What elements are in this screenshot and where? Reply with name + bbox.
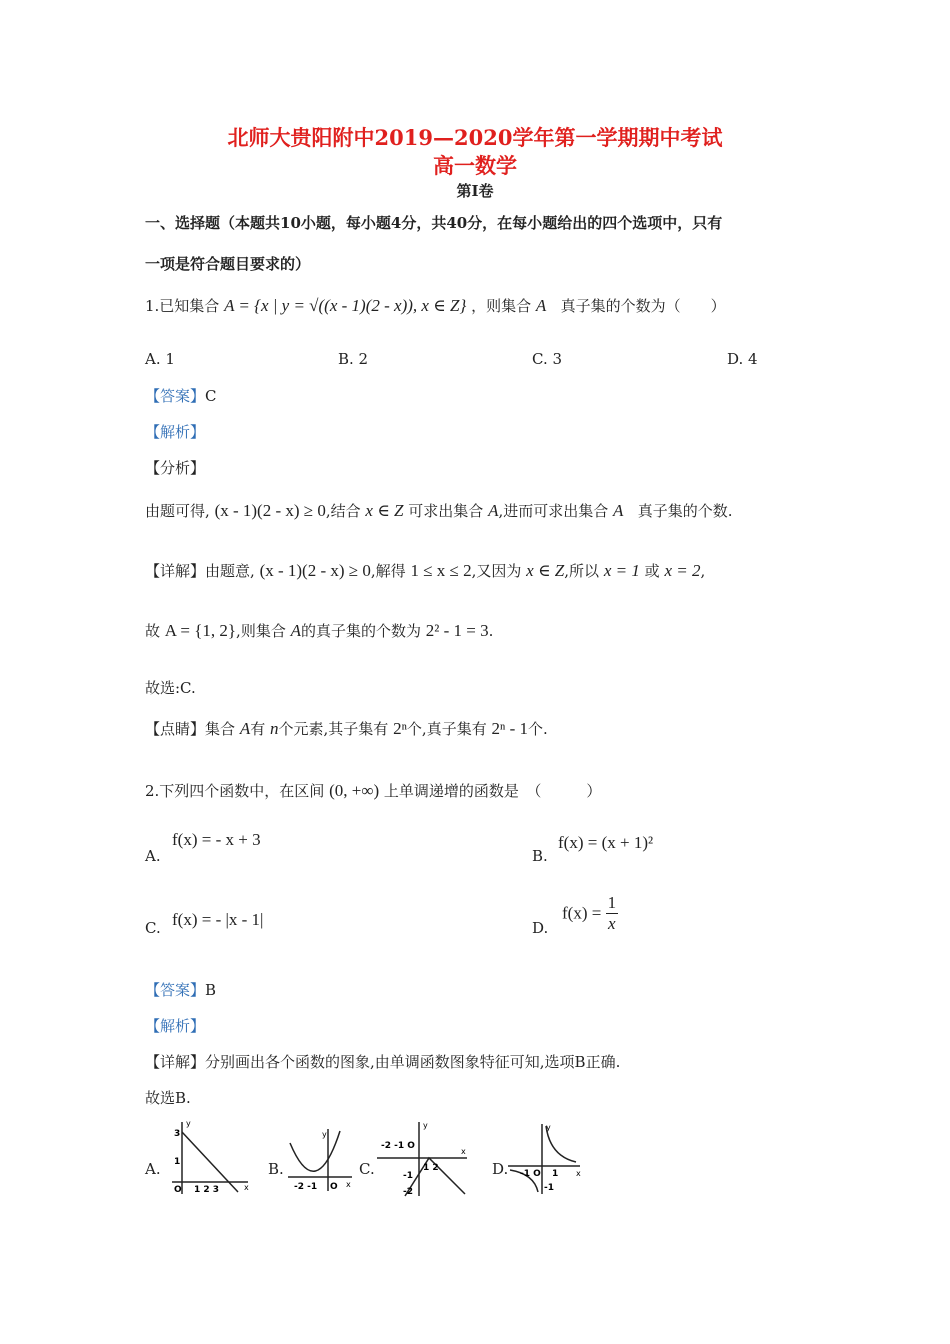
- graph-a-y3: 3: [174, 1129, 181, 1139]
- q2-option-d-fraction: [606, 893, 619, 934]
- q1-line2-mid2: 的真子集的个数为: [301, 622, 422, 640]
- q2-option-b: f(x) = (x + 1)²: [558, 833, 654, 852]
- graph-a-line: [182, 1132, 238, 1192]
- q1-detail-mid2: ,又因为: [471, 562, 522, 580]
- q1-remark-end: 个.: [528, 720, 548, 738]
- q2-option-d: [562, 893, 618, 934]
- q1-line2-end: .: [488, 622, 494, 640]
- q2-detail-tag: 【详解】: [145, 1053, 206, 1071]
- graph-a-label: A.: [145, 1160, 161, 1178]
- q2-option-d-den: x: [608, 914, 616, 933]
- question-2: [145, 780, 601, 801]
- q1-detail-mid3: ,所以: [564, 562, 600, 580]
- q2-answer-value: B: [205, 981, 217, 999]
- q1-option-c: C. 3: [532, 350, 563, 368]
- graph-b-label: B.: [268, 1160, 284, 1178]
- q1-detail-ineq: (x - 1)(2 - x) ≥ 0: [259, 561, 371, 580]
- graph-c-y-label: y: [423, 1121, 428, 1130]
- graph-a-figure: [168, 1118, 250, 1198]
- section-heading-line2: 一项是符合题目要求的）: [145, 255, 311, 273]
- exam-subject: 高一数学: [433, 153, 517, 178]
- graph-c-x-ticks: 1 2: [423, 1163, 439, 1173]
- graph-c-label: C.: [359, 1160, 375, 1178]
- q1-analysis-cond: x ∈ Z: [365, 501, 404, 520]
- graph-c-y-neg1: -1: [403, 1171, 413, 1181]
- graph-d-figure: [506, 1120, 586, 1196]
- section-heading-line1: 一、选择题（本题共10小题，每小题4分，共40分，在每小题给出的四个选项中，只有: [145, 214, 723, 232]
- q1-analysis-tag: 【分析】: [145, 459, 206, 477]
- q1-detail-range: 1 ≤ x ≤ 2: [410, 561, 472, 580]
- q1-option-b: B. 2: [338, 350, 369, 368]
- graph-d-x-ticks: -1 O: [520, 1169, 541, 1179]
- q2-option-d-num: 1: [607, 893, 617, 912]
- q1-remark-var: A: [239, 719, 251, 738]
- q2-option-a: f(x) = - x + 3: [172, 830, 261, 849]
- q1-analysis-text: [145, 500, 733, 521]
- q2-choose: 故选B.: [145, 1089, 191, 1107]
- q1-prefix: 1.已知集合: [145, 297, 220, 315]
- q2-option-d-label: D.: [532, 919, 549, 937]
- q1-suffix: ，则集合: [471, 297, 532, 315]
- graph-d-label: D.: [492, 1160, 509, 1178]
- q1-analysis-var1: A: [488, 501, 499, 520]
- q1-explain-tag: 【解析】: [145, 423, 206, 441]
- q1-analysis-end: 真子集的个数.: [637, 502, 733, 520]
- q1-remark-mid: 个元素,其子集有: [278, 720, 389, 738]
- q2-option-c: f(x) = - |x - 1|: [172, 910, 264, 929]
- remark-tag: 【点睛】: [145, 720, 206, 738]
- q1-remark: [145, 718, 548, 739]
- q1-analysis-mid3: ,进而可求出集合: [498, 502, 609, 520]
- graph-d-y-neg1: -1: [544, 1183, 554, 1193]
- graph-c-top-ticks: -2 -1 O: [381, 1141, 415, 1151]
- q2-option-d-lhs: f(x) =: [562, 903, 602, 923]
- q1-analysis-ineq: (x - 1)(2 - x) ≥ 0: [214, 501, 326, 520]
- q1-detail-x2: x = 2: [664, 561, 701, 580]
- q1-remark-pre: 集合: [205, 720, 236, 738]
- detail-tag: 【详解】: [145, 562, 206, 580]
- graph-c-x-label: x: [461, 1147, 466, 1156]
- q2-answer-tag: 【答案】: [145, 981, 206, 999]
- graph-d-y-label: y: [546, 1123, 551, 1132]
- q1-line2-pre: 故: [145, 622, 161, 640]
- q1-remark-2n: 2ⁿ: [393, 719, 407, 738]
- q2-interval: (0, +∞): [329, 781, 380, 800]
- q1-analysis-var2: A: [613, 501, 624, 520]
- q1-detail-pre: 由题意,: [205, 562, 255, 580]
- graph-a-x-label: x: [244, 1183, 249, 1192]
- answer-tag: 【答案】: [145, 387, 206, 405]
- graph-c-y-neg2: -2: [403, 1187, 413, 1197]
- graph-b-x-label: x: [346, 1180, 351, 1189]
- q2-option-b-label: B.: [532, 847, 548, 865]
- q2-detail-text: 分别画出各个函数的图象,由单调函数图象特征可知,选项B正确.: [205, 1053, 621, 1071]
- q2-tail: 上单调递增的函数是 （ ）: [383, 782, 602, 800]
- q1-remark-2n1: 2ⁿ - 1: [491, 719, 528, 738]
- q1-detail-cond: x ∈ Z: [526, 561, 565, 580]
- exam-title: 北师大贵阳附中2019—2020学年第一学期期中考试: [227, 125, 723, 150]
- q1-answer-value: C: [205, 387, 217, 405]
- q1-analysis-mid1: ,结合: [325, 502, 361, 520]
- q1-remark-have: 有: [250, 720, 266, 738]
- q1-tail: 真子集的个数为（ ）: [560, 297, 726, 315]
- q1-detail-line2: [145, 620, 493, 641]
- graph-b-y-label: y: [322, 1130, 327, 1139]
- graph-a-x-ticks: 1 2 3: [194, 1185, 220, 1195]
- q1-remark-mid2: 个,真子集有: [406, 720, 487, 738]
- graph-d-x1: 1: [552, 1169, 559, 1179]
- question-1: [145, 295, 726, 316]
- q1-detail-text: [145, 560, 705, 581]
- q1-detail-x1: x = 1: [603, 561, 640, 580]
- q1-detail-mid1: ,解得: [370, 562, 406, 580]
- q2-option-c-label: C.: [145, 919, 161, 937]
- graph-a-y-label: y: [186, 1119, 191, 1128]
- q1-line2-calc: 2² - 1 = 3: [425, 621, 489, 640]
- q1-set-var: A: [535, 296, 547, 315]
- q2-answer: [145, 979, 216, 1000]
- q1-line2-mid: ,则集合: [236, 622, 286, 640]
- graph-b-figure: [286, 1125, 356, 1195]
- q1-remark-n: n: [270, 719, 279, 738]
- graph-a-origin: O: [174, 1185, 182, 1195]
- q1-detail-or: 或: [644, 562, 660, 580]
- q2-prefix: 2.下列四个函数中，在区间: [145, 782, 325, 800]
- graph-b-x-ticks: -2 -1: [294, 1182, 318, 1192]
- q2-detail: [145, 1051, 620, 1072]
- graph-d-x-label: x: [576, 1169, 581, 1178]
- graph-b-parabola: [290, 1131, 340, 1171]
- q1-line2-var: A: [290, 621, 301, 640]
- volume-label: 第I卷: [456, 182, 494, 200]
- graph-c-figure: [375, 1118, 471, 1200]
- q2-option-a-label: A.: [145, 847, 161, 865]
- q1-answer: [145, 385, 217, 406]
- q1-detail-comma: ,: [700, 562, 706, 580]
- graph-a-y1: 1: [174, 1157, 181, 1167]
- q1-analysis-pre: 由题可得,: [145, 502, 210, 520]
- graph-b-origin: O: [330, 1182, 338, 1192]
- q1-analysis-mid2: 可求出集合: [408, 502, 484, 520]
- q1-set-definition: A = {x | y = √((x - 1)(2 - x)), x ∈ Z}: [224, 296, 467, 315]
- q1-choose: 故选:C.: [145, 679, 196, 697]
- q1-option-a: A. 1: [145, 350, 175, 368]
- q2-explain-tag: 【解析】: [145, 1017, 206, 1035]
- q1-line2-set: A = {1, 2}: [164, 621, 237, 640]
- q1-option-d: D. 4: [727, 350, 758, 368]
